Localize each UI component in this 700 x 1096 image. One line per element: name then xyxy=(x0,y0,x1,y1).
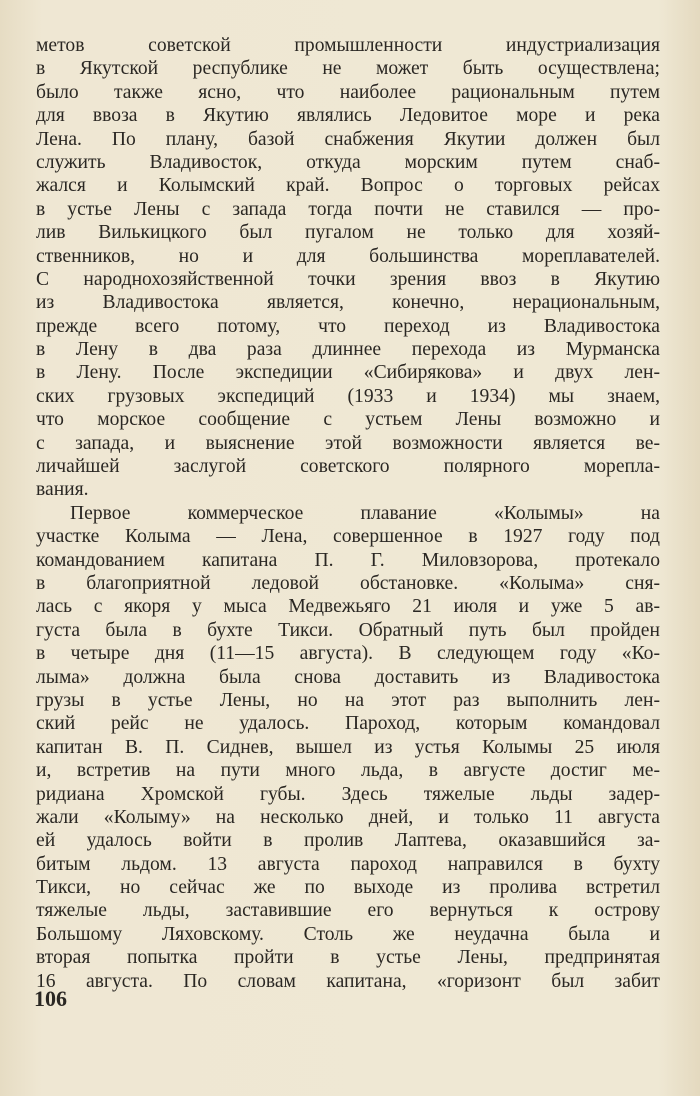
text-line: лив Вилькицкого был пугалом не только для хозяй- xyxy=(36,222,660,244)
text-line: 16 августа. По словам капитана, «горизонт был забит xyxy=(36,970,660,992)
text-line: личайшей заслугой советского полярного морепла- xyxy=(36,456,660,478)
text-line: С народнохозяйственной точки зрения ввоз в Якутию xyxy=(36,268,660,290)
text-line: прежде всего потому, что переход из Владивостока xyxy=(36,315,660,337)
text-line: Первое коммерческое плавание «Колымы» на xyxy=(70,502,660,524)
text-line: Большому Ляховскому. Столь же неудачна была и xyxy=(36,923,660,945)
paragraph-2 xyxy=(36,502,660,993)
text-line: жался и Колымский край. Вопрос о торговых рейсах xyxy=(36,175,660,197)
text-line: участке Колыма — Лена, совершенное в 1927 году под xyxy=(36,526,660,548)
text-line: ственников, но и для большинства мореплавателей. xyxy=(36,245,660,267)
text-line: в благоприятной ледовой обстановке. «Колыма» сня- xyxy=(36,572,660,594)
text-line: грузы в устье Лены, но на этот раз выполнить лен- xyxy=(36,689,660,711)
text-line: тяжелые льды, заставившие его вернуться к острову xyxy=(36,900,660,922)
text-line: ей удалось войти в пролив Лаптева, оказавшийся за- xyxy=(36,830,660,852)
text-line: в четыре дня (11—15 августа). В следующем году «Ко- xyxy=(36,643,660,665)
paragraph-1 xyxy=(36,34,660,502)
text-line: Тикси, но сейчас же по выходе из пролива встретил xyxy=(36,877,660,899)
text-line: в Лену в два раза длиннее перехода из Мурманска xyxy=(36,339,660,361)
text-line: в Лену. После экспедиции «Сибирякова» и двух лен- xyxy=(36,362,660,384)
text-line: ридиана Хромской губы. Здесь тяжелые льды задер- xyxy=(36,783,660,805)
text-line: метов советской промышленности индустриализация xyxy=(36,35,660,56)
text-line: с запада, и выяснение этой возможности является ве- xyxy=(36,432,660,454)
text-line: ских грузовых экспедиций (1933 и 1934) мы знаем, xyxy=(36,385,660,407)
text-line: для ввоза в Якутию являлись Ледовитое море и река xyxy=(36,105,660,127)
text-line: командованием капитана П. Г. Миловзорова, протекало xyxy=(36,549,660,571)
text-line: что морское сообщение с устьем Лены возможно и xyxy=(36,409,660,431)
text-line: лась с якоря у мыса Медвежьяго 21 июля и уже 5 ав- xyxy=(36,596,660,618)
text-line: и, встретив на пути много льда, в августе достиг ме- xyxy=(36,760,660,782)
page-number: 106 xyxy=(34,986,67,1011)
text-line: битым льдом. 13 августа пароход направился в бухту xyxy=(36,853,660,875)
text-line: лыма» должна была снова доставить из Владивостока xyxy=(36,666,660,688)
text-column xyxy=(36,34,660,993)
text-line: густа была в бухте Тикси. Обратный путь был пройден xyxy=(36,619,660,641)
text-line: служить Владивосток, откуда морским путем снаб- xyxy=(36,151,660,173)
text-line: в Якутской республике не может быть осуществлена; xyxy=(36,58,660,80)
text-line: капитан В. П. Сиднев, вышел из устья Колымы 25 июля xyxy=(36,736,660,758)
text-line: Лена. По плану, базой снабжения Якутии должен был xyxy=(36,128,660,150)
text-line: жали «Колыму» на несколько дней, и только 11 августа xyxy=(36,806,660,828)
text-line: из Владивостока является, конечно, нерациональным, xyxy=(36,292,660,314)
text-line: в устье Лены с запада тогда почти не ставился — про- xyxy=(36,198,660,220)
text-line: ский рейс не удалось. Пароход, которым командовал xyxy=(36,713,660,735)
text-line: вания. xyxy=(36,479,89,501)
text-line: вторая попытка пройти в устье Лены, предпринятая xyxy=(36,947,660,969)
text-line: было также ясно, что наиболее рациональным путем xyxy=(36,81,660,103)
